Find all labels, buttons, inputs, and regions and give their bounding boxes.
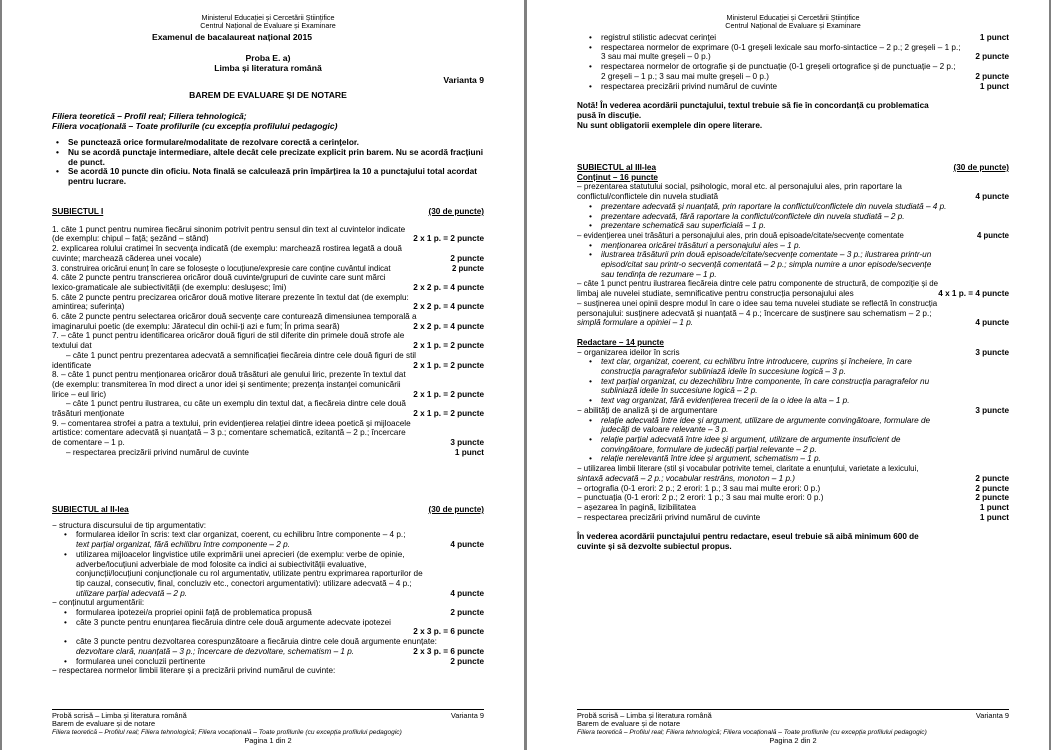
subject-3-heading: SUBIECTUL al III-lea (30 de puncte) [577, 163, 1009, 172]
page-footer: Probă scrisă – Limba și literatura română Varianta 9 Barem de evaluare și de notare Filiera teoretică – Profilul real; Filiera tehnologică; Filiera vocațională – Toate profilurile (cu excepția profilului pedagogic) Pagina 2 din 2 [577, 710, 1009, 746]
exam-title: Examenul de bacalaureat național 2015 [152, 32, 313, 42]
rule-item: • Se acordă 10 puncte din oficiu. Nota finală se calculează prin împărțirea la 10 a punctajului total acordat pentru lucrare. [52, 167, 484, 187]
final-note: În vederea acordării punctajului pentru redactare, eseul trebuie să aibă minimum 600 de cuvinte și să dezvolte subiectul propus. [577, 532, 919, 552]
proba-label: Proba E. a) [245, 52, 291, 63]
document-page-1 [2, 0, 524, 750]
subject-3-section: SUBIECTUL al III-lea (30 de puncte) Conținut – 16 puncte – prezentarea statutului social, psihologic, moral etc. al personajului ales, prin raportare la conflictul/conflictele din nuvela studiată 4 puncte • prezentare adecvată și nuanțată, prin raportare la conflictul/conflictele din nuvela studiată – 4 p. • prezentare adecvată, fără raportare la conflictul/conflictele din nuvela studiată – 2 p. • prezentare schematică sau superficială – 1 p. – evidențierea unei trăsături a personajului ales, prin două episoade/citate/secvențe comentate 4 puncte • menționarea oricărei trăsături a personajului ales – 1 p. • ilustrarea trăsăturii prin două episoade/citate/secvențe comentate – 3 p.; ilustrarea printr-un episod/citat sau printr-o secvență comentată – 2 p.; simpla numire a unor episode/secvențe sau tendința de rezumare – 1 p. – câte 1 punct pentru ilustrarea fiecăreia dintre cele patru componente de structură, de compoziție și de limbaj ale nuvelei studiate, semnificative pentru construcția personajului ales 4 x 1 p. = 4 puncte – susținerea unei opinii despre modul în care o idee sau tema nuvelei studiate se reflectă în construcția personajului: susținere adecvată și nuanțată – 4 p.; încercare de susținere sau schematism – 2 p.; simplă formulare a opiniei – 1 p. 4 puncte Redactare – 14 puncte − organizarea ideilor în scris 3 puncte • text clar, organizat, coerent, cu echilibru între introducere, cuprins și încheiere, în care construcția paragrafelor subliniază ideile în succesiune logică – 3 p. • text parțial organizat, cu dezechilibru între componente, în care construcția paragrafelor nu subliniază ideile în succesiune logică – 2 p. • text vag organizat, fără evidențierea trecerii de la o idee la alta – 1 p. − abilități de analiză și de argumentare 3 puncte • relație adecvată între idee și argument, utilizare de argumente convingătoare, formulare de judecăți de valoare relevante – 3 p. • relație parțial adecvată între idee și argument, utilizare de argumente insuficient de convingătoare, formulare de judecăți parțial relevante – 2 p. • relație nerelevantă între idee și argument, schematism – 1 p. − utilizarea limbii literare (stil și vocabular potrivite temei, claritate a enunțului, varietate a lexicului, sintaxă adecvată – 2 p.; vocabular restrâns, monoton – 1 p.) 2 puncte − ortografia (0-1 erori: 2 p.; 2 erori: 1 p.; 3 sau mai multe erori: 0 p.) 2 puncte − punctuația (0-1 erori: 2 p.; 2 erori: 1 p.; 3 sau mai multe erori: 0 p.) 2 puncte − așezarea în pagină, lizibilitatea 1 punct − respectarea precizării privind numărul de cuvinte 1 punct În vederea acordării punctajului pentru redactare, eseul trebuie să aibă minimum 600 de cuvinte și să dezvolte subiectul propus. [577, 163, 1009, 552]
continut-heading: Conținut – 16 puncte [577, 172, 658, 182]
filiera-block: Filiera teoretică – Profil real; Filiera tehnologică; Filiera vocațională – Toate profilurile (cu excepția profilului pedagogic) [52, 111, 338, 132]
page-number: Pagina 2 din 2 [769, 736, 817, 746]
subject-2-continued: • registrul stilistic adecvat cerinței 1 punct • respectarea normelor de exprimare (0-1 greșeli lexicale sau morfo-sintactice – 2 p.; 2 greșeli – 1 p.; 3 sau mai multe greșeli – 0 p.) 2 puncte • respectarea normelor de ortografie și de punctuație (0-1 greșeli ortografice și de punctuație – 2 p.; 2 greșeli – 1 p.; 3 sau mai multe greșeli – 0 p.) 2 puncte • respectarea precizării privind numărul de cuvinte 1 punct Notă! În vederea acordării punctajului, textul trebuie să fie în concordanță cu problematica pusă în discuție. Nu sunt obligatorii exemplele din opere literare. [577, 33, 1009, 130]
subject-label: Limba și literatura română [214, 63, 322, 74]
ministry-header: Ministerul Educației și Cercetării Științifice Centrul Național de Evaluare și Examinare [725, 13, 861, 31]
page-footer: Probă scrisă – Limba și literatura română Varianta 9 Barem de evaluare și de notare Filiera teoretică – Profilul real; Filiera tehnologică; Filiera vocațională – Toate profilurile (cu excepția profilului pedagogic) Pagina 1 din 2 [52, 710, 484, 746]
subject-2-section: SUBIECTUL al II-lea (30 de puncte) − structura discursului de tip argumentativ: • formularea ideilor în scris: text clar organizat, coerent, cu echilibru între componente – 4 p.; text parțial organizat, fără echilibru între componente – 2 p. 4 puncte • utilizarea mijloacelor lingvistice utile exprimării unei aprecieri (de exemplu: verbe de opinie, adverbe/locuțiuni adverbiale de mod folosite ca indici ai subiectivității evaluative, conjuncții/locuțiuni conjuncționale cu rol argumentativ, utilizate pentru exprimarea raporturilor de tip cauzal, consecutiv, final, concluziv etc., conectori argumentativi): utilizare adecvată – 4 p.; utilizare parțial adecvată – 2 p. 4 puncte − conținutul argumentării: • formularea ipotezei/a propriei opinii față de problematica propusă 2 puncte • câte 3 puncte pentru enunțarea fiecăruia dintre cele două argumente adecvate ipotezei 2 x 3 p. = 6 puncte • câte 3 puncte pentru dezvoltarea corespunzătoare a fiecăruia dintre cele două argumente enunțate: dezvoltare clară, nuanțată – 3 p.; încercare de dezvoltare, schematism – 1 p. 2 x 3 p. = 6 puncte • formularea unei concluzii pertinente 2 puncte − respectarea normelor limbii literare și a precizării privind numărul de cuvinte: [52, 505, 484, 676]
subject-1-section: SUBIECTUL I (30 de puncte) 1. câte 1 punct pentru numirea fiecărui sinonim potrivit pentru sensul din text al cuvintelor indicate (de exemplu: chipul – față; șezând – stând) 2 x 1 p. = 2 puncte 2. explicarea rolului cratimei în secvența indicată (de exemplu: marchează rostirea legată a două cuvinte; marchează căderea unei vocale) 2 puncte 3. construirea oricărui enunț în care se folosește o locuțiune/expresie care conține cuvântul indicat 2 puncte 4. câte 2 puncte pentru transcrierea oricăror două cuvinte/grupuri de cuvinte care sunt mărci lexico-gramaticale ale subiectivității (de exemplu: desluşesc; îmi) 2 x 2 p. = 4 puncte 5. câte 2 puncte pentru precizarea oricăror două motive literare prezente în textul dat (de exemplu: amintirea; suferința) 2 x 2 p. = 4 puncte 6. câte 2 puncte pentru selectarea oricăror două secvențe care conturează dimensiunea temporală a imaginarului poetic (de exemplu: Jăratecul din ochii-ți azi e fum; În prima seară) 2 x 2 p. = 4 puncte 7. – câte 1 punct pentru identificarea oricăror două figuri de stil diferite din primele două strofe ale textului dat 2 x 1 p. = 2 puncte – câte 1 punct pentru prezentarea adecvată a semnificației fiecăreia dintre cele două figuri de stil identificate 2 x 1 p. = 2 puncte 8. – câte 1 punct pentru menționarea oricăror două trăsături ale genului liric, prezente în textul dat (de exemplu: transmiterea în mod direct a unor idei și sentimente; prezența instanței comunicării lirice – eul liric) 2 x 1 p. = 2 puncte – câte 1 punct pentru ilustrarea, cu câte un exemplu din textul dat, a fiecăreia dintre cele două trăsături menționate 2 x 1 p. = 2 puncte 9. – comentarea strofei a patra a textului, prin evidențierea relației dintre ideea poetică și mijloacele artistice: comentare adecvată și nuanțată – 3 p.; comentare schematică, ezitantă – 2 p.; încercare de comentare – 1 p. 3 puncte – respectarea precizării privind numărul de cuvinte 1 punct [52, 207, 484, 457]
rule-item: • Nu se acordă punctaje intermediare, altele decât cele precizate explicit prin barem. Nu se acordă fracțiuni de punct. [52, 148, 484, 168]
nota-block: Notă! În vederea acordării punctajului, textul trebuie să fie în concordanță cu problematica pusă în discuție. Nu sunt obligatorii exemplele din opere literare. [577, 101, 929, 130]
exam-title-block [52, 32, 484, 74]
variant-label: Varianta 9 [443, 75, 484, 85]
general-rules [52, 138, 484, 187]
subject-1-heading: SUBIECTUL I (30 de puncte) [52, 207, 484, 216]
redactare-heading: Redactare – 14 puncte [577, 337, 664, 347]
barem-title: BAREM DE EVALUARE ȘI DE NOTARE [189, 90, 347, 100]
rule-item: • Se punctează orice formulare/modalitate de rezolvare corectă a cerințelor. [52, 138, 484, 148]
document-page-2 [527, 0, 1049, 750]
page-number: Pagina 1 din 2 [244, 736, 292, 746]
subject-2-heading: SUBIECTUL al II-lea (30 de puncte) [52, 505, 484, 514]
ministry-header: Ministerul Educației și Cercetării Științifice Centrul Național de Evaluare și Examinare [200, 13, 336, 31]
